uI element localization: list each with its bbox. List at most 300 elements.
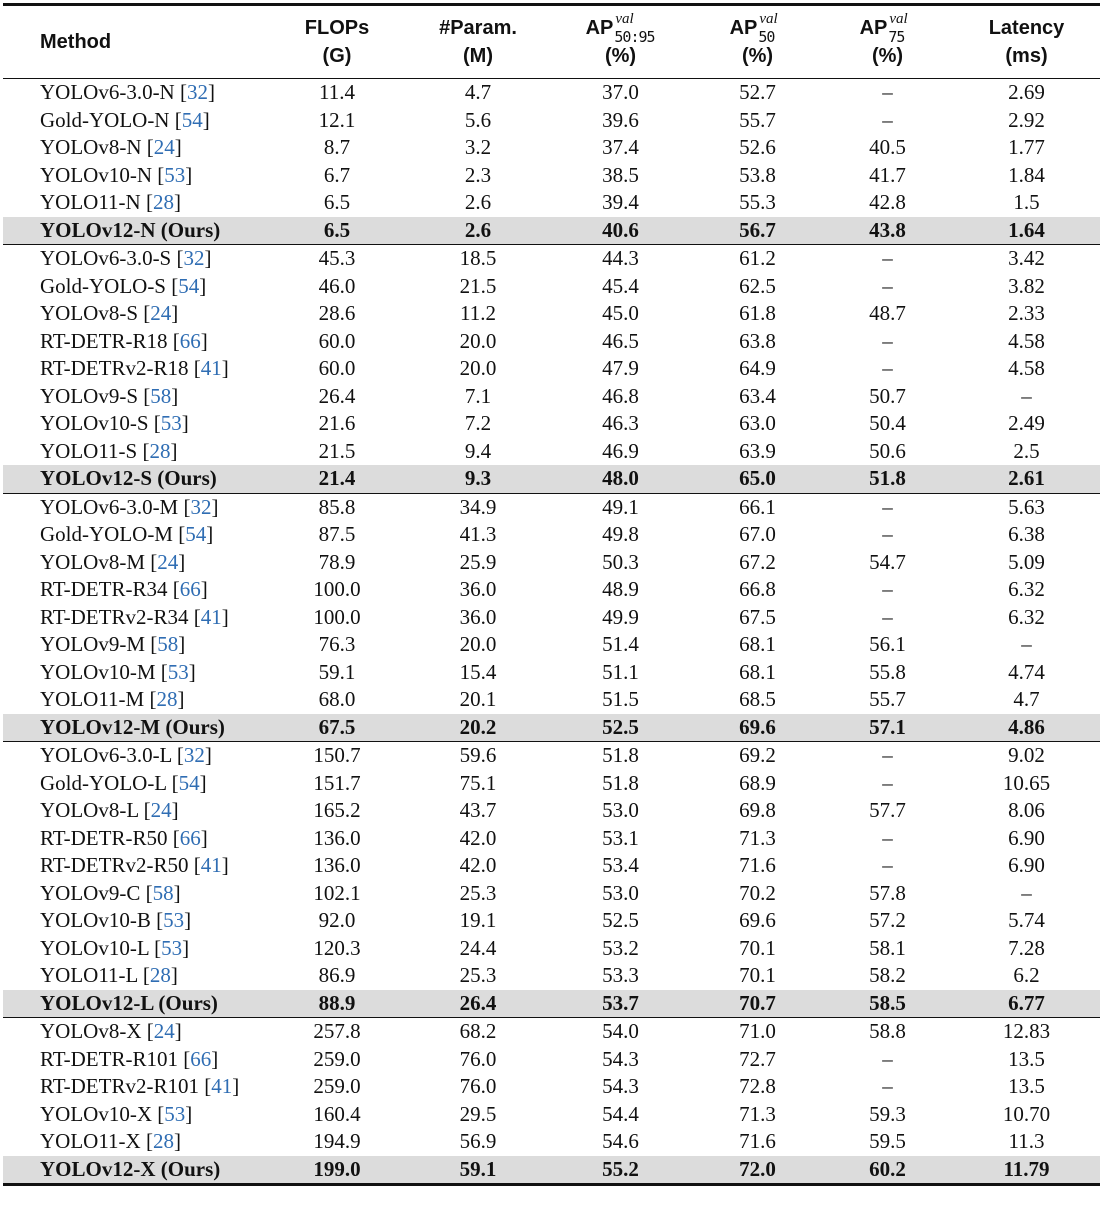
ap50-cell: 61.8 <box>739 301 776 325</box>
ap50-cell: 63.9 <box>739 438 776 463</box>
flops-cell: 67.5 <box>266 714 408 742</box>
latency-cell: 1.77 <box>1008 135 1045 159</box>
method-cell: YOLOv9-M [58] <box>40 632 186 656</box>
ap75-cell: – <box>882 770 893 795</box>
flops-cell: 151.7 <box>313 770 361 795</box>
params-cell: 5.6 <box>464 107 492 132</box>
latency-cell: 11.79 <box>953 1156 1100 1185</box>
method-cell <box>3 990 266 1018</box>
citation-link[interactable]: 54 <box>178 273 200 298</box>
ap5095-cell: 40.6 <box>548 217 693 245</box>
latency-cell: 4.58 <box>1008 328 1045 353</box>
flops-cell: 12.1 <box>318 107 356 132</box>
params-cell: 20.2 <box>408 714 548 742</box>
flops-cell: 259.0 <box>313 1046 361 1071</box>
method-cell: YOLOv6-3.0-L [32] <box>40 743 212 767</box>
citation-link[interactable]: 58 <box>157 632 179 656</box>
ap50-cell: 70.1 <box>739 963 776 987</box>
ap50-cell: 69.6 <box>739 908 776 932</box>
params-cell: 9.4 <box>464 438 492 463</box>
citation-link[interactable]: 28 <box>149 963 171 987</box>
citation-link[interactable]: 53 <box>164 162 186 187</box>
citation-link[interactable]: 66 <box>179 825 201 850</box>
table-row <box>3 770 1100 798</box>
params-cell: 59.1 <box>408 1156 548 1185</box>
table-row <box>3 631 1100 659</box>
method-name: YOLOv8-L <box>40 798 139 822</box>
flops-cell: 28.6 <box>318 301 356 325</box>
ap5095-cell: 53.0 <box>602 880 639 905</box>
flops-cell: 85.8 <box>318 494 356 519</box>
ap75-cell: – <box>882 825 893 850</box>
citation-link[interactable]: 28 <box>152 1129 174 1153</box>
header-ap75: AP val 75 (%) <box>859 11 908 67</box>
method-name: RT-DETRv2-R34 <box>40 604 189 629</box>
method-name: YOLOv8-M <box>40 549 145 574</box>
ap5095-cell: 54.3 <box>602 1046 639 1071</box>
method-name: RT-DETR-R18 <box>40 328 168 353</box>
latency-cell: 9.02 <box>1008 743 1045 767</box>
flops-cell: 120.3 <box>313 935 361 960</box>
method-name: RT-DETR-R101 <box>40 1046 178 1071</box>
ap75-cell: 57.1 <box>822 714 953 742</box>
ap5095-cell: 51.1 <box>602 659 639 684</box>
header-method: Method <box>40 31 112 53</box>
ap75-cell: – <box>882 1074 893 1098</box>
method-cell <box>3 217 266 245</box>
method-cell: YOLOv9-S [58] <box>40 383 179 408</box>
citation-link[interactable]: 53 <box>167 659 189 684</box>
method-cell: RT-DETRv2-R18 [41] <box>40 356 229 380</box>
flops-cell: 11.4 <box>319 80 355 104</box>
method-name: YOLOv6-3.0-M <box>40 494 179 519</box>
method-name: Gold-YOLO-N <box>40 107 170 132</box>
row-group <box>3 1018 1100 1185</box>
ap75-cell: – <box>882 604 893 629</box>
table-row <box>3 107 1100 135</box>
latency-cell: 6.32 <box>1008 604 1045 629</box>
table-row-ours <box>3 714 1100 742</box>
method-cell: YOLO11-S [28] <box>40 438 178 463</box>
params-cell: 3.2 <box>464 135 492 159</box>
ap75-cell: – <box>882 107 893 132</box>
table-row <box>3 273 1100 301</box>
flops-cell: 150.7 <box>313 743 361 767</box>
method-name: YOLOv10-X <box>40 1101 152 1126</box>
ap50-cell: 62.5 <box>739 273 776 298</box>
citation-link[interactable]: 53 <box>164 1101 186 1126</box>
method-name: YOLO11-N <box>40 190 141 214</box>
flops-cell: 100.0 <box>313 604 361 629</box>
ap75-cell: – <box>882 246 893 270</box>
ap5095-cell: 39.4 <box>602 190 639 214</box>
method-cell: YOLOv10-X [53] <box>40 1101 193 1126</box>
ap50-cell: 68.1 <box>739 632 776 656</box>
method-cell: YOLOv8-X [24] <box>40 1019 182 1043</box>
ap50-cell: 52.6 <box>739 135 776 159</box>
citation-link[interactable]: 41 <box>200 604 222 629</box>
ap5095-cell: 49.9 <box>602 604 639 629</box>
ap5095-cell: 50.3 <box>602 549 639 574</box>
flops-cell: 59.1 <box>318 659 356 684</box>
ap75-cell: 60.2 <box>822 1156 953 1185</box>
ap50-cell: 72.7 <box>739 1046 776 1071</box>
ap50-cell: 68.1 <box>739 659 776 684</box>
flops-cell: 259.0 <box>313 1074 361 1098</box>
params-cell: 59.6 <box>459 743 497 767</box>
method-name: YOLOv8-S <box>40 301 138 325</box>
flops-cell: 76.3 <box>318 632 356 656</box>
params-cell: 36.0 <box>459 604 497 629</box>
flops-cell: 92.0 <box>318 908 356 932</box>
table-row <box>3 493 1100 521</box>
ap50-cell: 68.5 <box>739 687 776 711</box>
citation-link[interactable]: 24 <box>157 549 179 574</box>
method-cell: YOLOv10-L [53] <box>40 935 190 960</box>
citation-link[interactable]: 41 <box>211 1074 233 1098</box>
table-header <box>3 5 1100 79</box>
ap50-cell: 61.2 <box>739 246 776 270</box>
method-cell: YOLOv10-N [53] <box>40 162 193 187</box>
method-name: RT-DETR-R34 <box>40 577 168 601</box>
method-name: YOLOv9-C <box>40 880 141 905</box>
citation-link[interactable]: 32 <box>190 494 212 519</box>
ap75-cell: – <box>882 577 893 601</box>
ap75-cell: 40.5 <box>869 135 906 159</box>
comparison-table <box>3 3 1100 1186</box>
flops-cell: 194.9 <box>313 1129 361 1153</box>
table-row <box>3 549 1100 577</box>
params-cell: 2.3 <box>464 162 492 187</box>
citation-link[interactable]: 41 <box>200 853 222 877</box>
params-cell: 26.4 <box>408 990 548 1018</box>
latency-cell: 7.28 <box>1008 935 1045 960</box>
table-row <box>3 797 1100 825</box>
flops-cell: 102.1 <box>313 880 361 905</box>
table-row <box>3 162 1100 190</box>
method-name: YOLOv10-L <box>40 935 149 960</box>
params-cell: 15.4 <box>459 659 497 684</box>
latency-cell: 5.09 <box>1008 549 1045 574</box>
ap5095-cell: 51.8 <box>602 770 639 795</box>
method-name: Gold-YOLO-M <box>40 522 173 546</box>
ap50-cell: 69.2 <box>739 743 776 767</box>
table-row <box>3 659 1100 687</box>
ap75-cell: 50.6 <box>869 438 906 463</box>
ap75-cell: – <box>882 853 893 877</box>
citation-link[interactable]: 24 <box>150 301 172 325</box>
params-cell: 25.3 <box>459 880 497 905</box>
citation-link[interactable]: 66 <box>190 1046 212 1071</box>
table-row <box>3 852 1100 880</box>
header-params: #Param. (M) <box>439 17 517 67</box>
method-name: YOLO11-M <box>40 687 145 711</box>
citation-link[interactable]: 24 <box>153 1019 175 1043</box>
ap5095-cell: 46.9 <box>602 438 639 463</box>
table-row <box>3 1073 1100 1101</box>
ap5095-cell: 45.4 <box>602 273 639 298</box>
citation-link[interactable]: 58 <box>152 880 174 905</box>
ap5095-cell: 51.8 <box>602 743 639 767</box>
latency-cell: 1.84 <box>1008 162 1045 187</box>
method-name: RT-DETR-R50 <box>40 825 168 850</box>
latency-cell: 6.38 <box>1008 522 1045 546</box>
citation-link[interactable]: 66 <box>179 328 201 353</box>
table-row <box>3 189 1100 217</box>
flops-cell: 165.2 <box>313 798 361 822</box>
params-cell: 41.3 <box>459 522 497 546</box>
table-row <box>3 383 1100 411</box>
citation-link[interactable]: 53 <box>160 411 182 435</box>
ap75-cell: – <box>882 80 893 104</box>
method-cell: RT-DETRv2-R101 [41] <box>40 1074 240 1098</box>
citation-link[interactable]: 32 <box>183 743 205 767</box>
method-cell: YOLOv8-N [24] <box>40 135 182 159</box>
table-row <box>3 1018 1100 1046</box>
ap5095-cell: 55.2 <box>548 1156 693 1185</box>
method-name: YOLOv10-B <box>40 908 151 932</box>
flops-cell: 257.8 <box>313 1019 361 1043</box>
citation-link[interactable]: 58 <box>150 383 172 408</box>
latency-cell: 13.5 <box>1008 1074 1045 1098</box>
ap75-cell: 43.8 <box>822 217 953 245</box>
table-row <box>3 686 1100 714</box>
latency-cell: – <box>1021 383 1032 408</box>
params-cell: 20.0 <box>459 328 497 353</box>
params-cell: 18.5 <box>459 246 497 270</box>
latency-cell: 1.64 <box>953 217 1100 245</box>
flops-cell: 26.4 <box>318 383 356 408</box>
ap50-cell: 72.8 <box>739 1074 776 1098</box>
citation-link[interactable]: 66 <box>179 577 201 601</box>
table-row <box>3 79 1100 107</box>
ap75-cell: 57.8 <box>869 880 906 905</box>
method-name: YOLOv10-M <box>40 659 156 684</box>
header-ap5095: AP val 50:95 (%) <box>585 11 655 67</box>
method-name: YOLOv12-L (Ours) <box>40 990 218 1015</box>
citation-link[interactable]: 54 <box>178 770 200 795</box>
method-cell: RT-DETR-R18 [66] <box>40 328 208 353</box>
method-name: YOLOv8-X <box>40 1019 142 1043</box>
row-group <box>3 493 1100 742</box>
method-name: YOLO11-L <box>40 963 138 987</box>
ap50-cell: 69.8 <box>739 798 776 822</box>
params-cell: 76.0 <box>459 1046 497 1071</box>
flops-cell: 160.4 <box>313 1101 361 1126</box>
ap50-cell: 71.3 <box>739 1101 776 1126</box>
latency-cell: 6.90 <box>1008 853 1045 877</box>
method-name: YOLOv10-N <box>40 162 152 187</box>
citation-link[interactable]: 32 <box>183 246 205 270</box>
ap75-cell: – <box>882 273 893 298</box>
flops-cell: 136.0 <box>313 853 361 877</box>
params-cell: 20.1 <box>459 687 497 711</box>
ap75-cell: 55.8 <box>869 659 906 684</box>
ap5095-cell: 54.3 <box>602 1074 639 1098</box>
latency-cell: – <box>1021 880 1032 905</box>
flops-cell: 46.0 <box>318 273 356 298</box>
method-cell: YOLOv8-S [24] <box>40 301 179 325</box>
flops-cell: 8.7 <box>323 135 351 159</box>
flops-cell: 86.9 <box>318 963 356 987</box>
ap50-cell: 70.2 <box>739 880 776 905</box>
ap75-cell: 58.8 <box>869 1019 906 1043</box>
ap5095-cell: 53.0 <box>602 798 639 822</box>
table-row <box>3 907 1100 935</box>
flops-cell: 87.5 <box>318 522 356 546</box>
method-cell: RT-DETR-R101 [66] <box>40 1046 219 1071</box>
params-cell: 56.9 <box>459 1129 497 1153</box>
latency-cell: 10.65 <box>1002 770 1051 795</box>
method-name: YOLOv6-3.0-N <box>40 80 175 104</box>
ap50-cell: 53.8 <box>739 162 776 187</box>
ap5095-cell: 37.0 <box>602 80 639 104</box>
method-name: YOLOv8-N <box>40 135 142 159</box>
ap50-cell: 68.9 <box>739 770 776 795</box>
method-name: Gold-YOLO-L <box>40 770 167 795</box>
table-row <box>3 300 1100 328</box>
method-cell <box>3 1156 266 1185</box>
params-cell: 42.0 <box>459 853 497 877</box>
ap75-cell: 48.7 <box>869 301 906 325</box>
ap75-cell: 50.7 <box>869 383 906 408</box>
method-name: YOLOv9-S <box>40 383 138 408</box>
params-cell: 20.0 <box>459 632 497 656</box>
latency-cell: 6.32 <box>1008 577 1045 601</box>
method-cell: Gold-YOLO-S [54] <box>40 273 207 298</box>
ap50-cell: 55.7 <box>739 107 776 132</box>
ap5095-cell: 54.0 <box>602 1019 639 1043</box>
params-cell: 34.9 <box>459 494 497 519</box>
latency-cell: 2.33 <box>1008 301 1045 325</box>
ap75-cell: 57.7 <box>869 798 906 822</box>
ap50-cell: 52.7 <box>739 80 776 104</box>
latency-cell: 10.70 <box>1002 1101 1051 1126</box>
ap50-cell: 70.7 <box>693 990 822 1018</box>
ap50-cell: 67.2 <box>739 549 776 574</box>
citation-link[interactable]: 54 <box>185 522 207 546</box>
ap5095-cell: 44.3 <box>602 246 639 270</box>
method-name: YOLOv6-3.0-L <box>40 743 172 767</box>
ap75-cell: – <box>882 494 893 519</box>
citation-link[interactable]: 53 <box>163 908 185 932</box>
ap5095-cell: 53.3 <box>602 963 639 987</box>
citation-link[interactable]: 53 <box>161 935 183 960</box>
latency-cell: 2.69 <box>1008 80 1045 104</box>
params-cell: 42.0 <box>459 825 497 850</box>
flops-cell: 199.0 <box>266 1156 408 1185</box>
ap75-cell: 42.8 <box>869 190 906 214</box>
citation-link[interactable]: 28 <box>156 687 178 711</box>
citation-link[interactable]: 54 <box>181 107 203 132</box>
ap75-cell: 55.7 <box>869 687 906 711</box>
latency-cell: 1.5 <box>1013 190 1040 214</box>
method-name: YOLOv12-N (Ours) <box>40 217 221 242</box>
method-name: YOLOv10-S <box>40 411 149 435</box>
ap5095-cell: 53.2 <box>602 935 639 960</box>
method-cell: YOLOv6-3.0-S [32] <box>40 246 212 270</box>
latency-cell: 4.58 <box>1008 356 1045 380</box>
ap50-cell: 66.8 <box>739 577 776 601</box>
table-row <box>3 935 1100 963</box>
citation-link[interactable]: 41 <box>200 356 222 380</box>
method-cell: YOLOv10-B [53] <box>40 908 192 932</box>
ap50-cell: 63.4 <box>739 383 776 408</box>
table-row <box>3 880 1100 908</box>
table-row <box>3 962 1100 990</box>
table-row-ours <box>3 990 1100 1018</box>
flops-cell: 60.0 <box>318 356 356 380</box>
params-cell: 24.4 <box>459 935 497 960</box>
latency-cell: 11.3 <box>1008 1129 1045 1153</box>
table-row <box>3 1101 1100 1129</box>
ap5095-cell: 54.4 <box>602 1101 639 1126</box>
method-cell: YOLOv8-M [24] <box>40 549 186 574</box>
ap50-cell: 63.0 <box>739 411 776 435</box>
citation-link[interactable]: 24 <box>150 798 172 822</box>
method-cell: YOLO11-L [28] <box>40 963 178 987</box>
citation-link[interactable]: 32 <box>186 80 208 104</box>
table-row <box>3 410 1100 438</box>
params-cell: 2.6 <box>464 190 492 214</box>
method-cell: Gold-YOLO-N [54] <box>40 107 210 132</box>
table-row <box>3 134 1100 162</box>
citation-link[interactable]: 28 <box>152 190 174 214</box>
ap75-cell: 56.1 <box>869 632 906 656</box>
ap75-cell: – <box>882 522 893 546</box>
latency-cell: 4.86 <box>953 714 1100 742</box>
latency-cell: 5.74 <box>1008 908 1045 932</box>
table-row <box>3 328 1100 356</box>
params-cell: 36.0 <box>459 577 497 601</box>
ap50-cell: 64.9 <box>739 356 776 380</box>
params-cell: 7.1 <box>464 383 492 408</box>
citation-link[interactable]: 24 <box>153 135 175 159</box>
latency-cell: 2.5 <box>1013 438 1040 463</box>
method-cell: YOLOv6-3.0-N [32] <box>40 80 215 104</box>
flops-cell: 136.0 <box>313 825 361 850</box>
params-cell: 75.1 <box>459 770 497 795</box>
method-cell: YOLO11-N [28] <box>40 190 181 214</box>
latency-cell: 5.63 <box>1008 494 1045 519</box>
flops-cell: 68.0 <box>318 687 356 711</box>
ap5095-cell: 49.1 <box>602 494 639 519</box>
method-cell: YOLO11-M [28] <box>40 687 185 711</box>
method-name: YOLOv9-M <box>40 632 145 656</box>
method-name: Gold-YOLO-S <box>40 273 166 298</box>
ap5095-cell: 37.4 <box>602 135 639 159</box>
header-latency: Latency (ms) <box>988 17 1065 67</box>
params-cell: 19.1 <box>459 908 497 932</box>
ap50-cell: 56.7 <box>693 217 822 245</box>
latency-cell: 4.7 <box>1013 687 1040 711</box>
method-name: YOLOv6-3.0-S <box>40 246 172 270</box>
params-cell: 68.2 <box>459 1019 497 1043</box>
ap50-cell: 67.5 <box>739 604 776 629</box>
latency-cell: 2.49 <box>1008 411 1045 435</box>
ap5095-cell: 47.9 <box>602 356 639 380</box>
table-row <box>3 742 1100 770</box>
latency-cell: 6.2 <box>1013 963 1040 987</box>
citation-link[interactable]: 28 <box>149 438 171 463</box>
ap5095-cell: 48.0 <box>548 465 693 493</box>
table-row <box>3 1046 1100 1074</box>
ap50-cell: 55.3 <box>739 190 776 214</box>
ap75-cell: 51.8 <box>822 465 953 493</box>
ap75-cell: 54.7 <box>869 549 906 574</box>
header-flops: FLOPs (G) <box>304 17 370 67</box>
ap50-cell: 71.0 <box>739 1019 776 1043</box>
